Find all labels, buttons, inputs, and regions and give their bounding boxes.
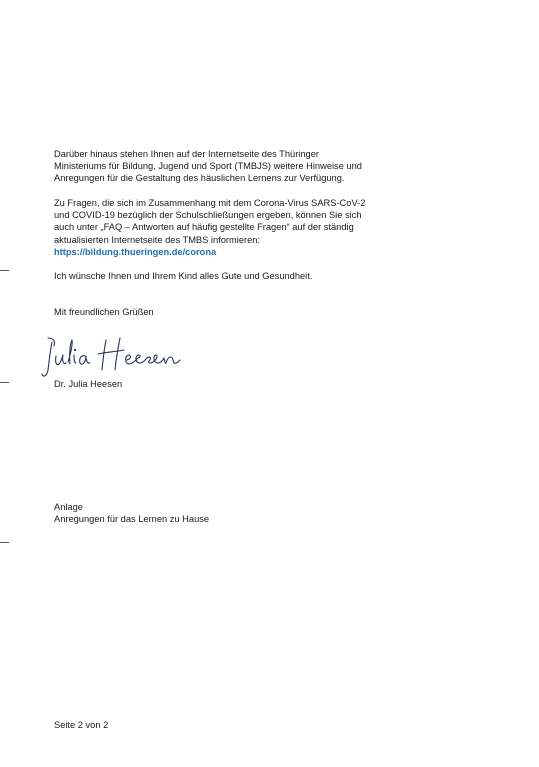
- fold-mark-bottom: [0, 542, 9, 543]
- handwritten-signature: [40, 330, 190, 380]
- wishes-text: Ich wünsche Ihnen und Ihrem Kind alles Gute und Gesundheit.: [54, 271, 313, 281]
- attachment-label: Anlage: [54, 502, 83, 512]
- fold-mark-top: [0, 270, 9, 271]
- attachment-block: [54, 501, 494, 525]
- attachment-title: Anregungen für das Lernen zu Hause: [54, 514, 210, 525]
- hole-punch-mark: [0, 382, 9, 383]
- paragraph-2-line-3: auch unter „FAQ – Antworten auf häufig gestellte Fragen“ auf der ständig: [54, 222, 354, 233]
- paragraph-ministry-info: [54, 148, 494, 185]
- paragraph-2-line-4: aktualisierten Internetseite des TMBS informieren:: [54, 234, 261, 245]
- paragraph-2-line-2: und COVID-19 bezüglich der Schulschließungen ergeben, können Sie sich: [54, 210, 362, 221]
- signer-name: Dr. Julia Heesen: [54, 379, 123, 389]
- faq-link-line: [54, 246, 494, 258]
- paragraph-1-line-3: Anregungen für die Gestaltung des häuslichen Lernens zur Verfügung.: [54, 173, 345, 184]
- paragraph-1-line-2: Ministeriums für Bildung, Jugend und Sport (TMBJS) weitere Hinweise und: [54, 161, 362, 172]
- paragraph-2-line-1: Zu Fragen, die sich im Zusammenhang mit dem Corona-Virus SARS-CoV-2: [54, 198, 366, 208]
- paragraph-faq-info: [54, 197, 494, 258]
- paragraph-wishes: [54, 270, 494, 282]
- closing-text: Mit freundlichen Grüßen: [54, 307, 154, 317]
- closing-salutation: [54, 306, 494, 318]
- page-number: Seite 2 von 2: [54, 720, 109, 730]
- corona-faq-link[interactable]: https://bildung.thueringen.de/corona: [54, 246, 217, 257]
- paragraph-1-line-1: Darüber hinaus stehen Ihnen auf der Internetseite des Thüringer: [54, 149, 319, 159]
